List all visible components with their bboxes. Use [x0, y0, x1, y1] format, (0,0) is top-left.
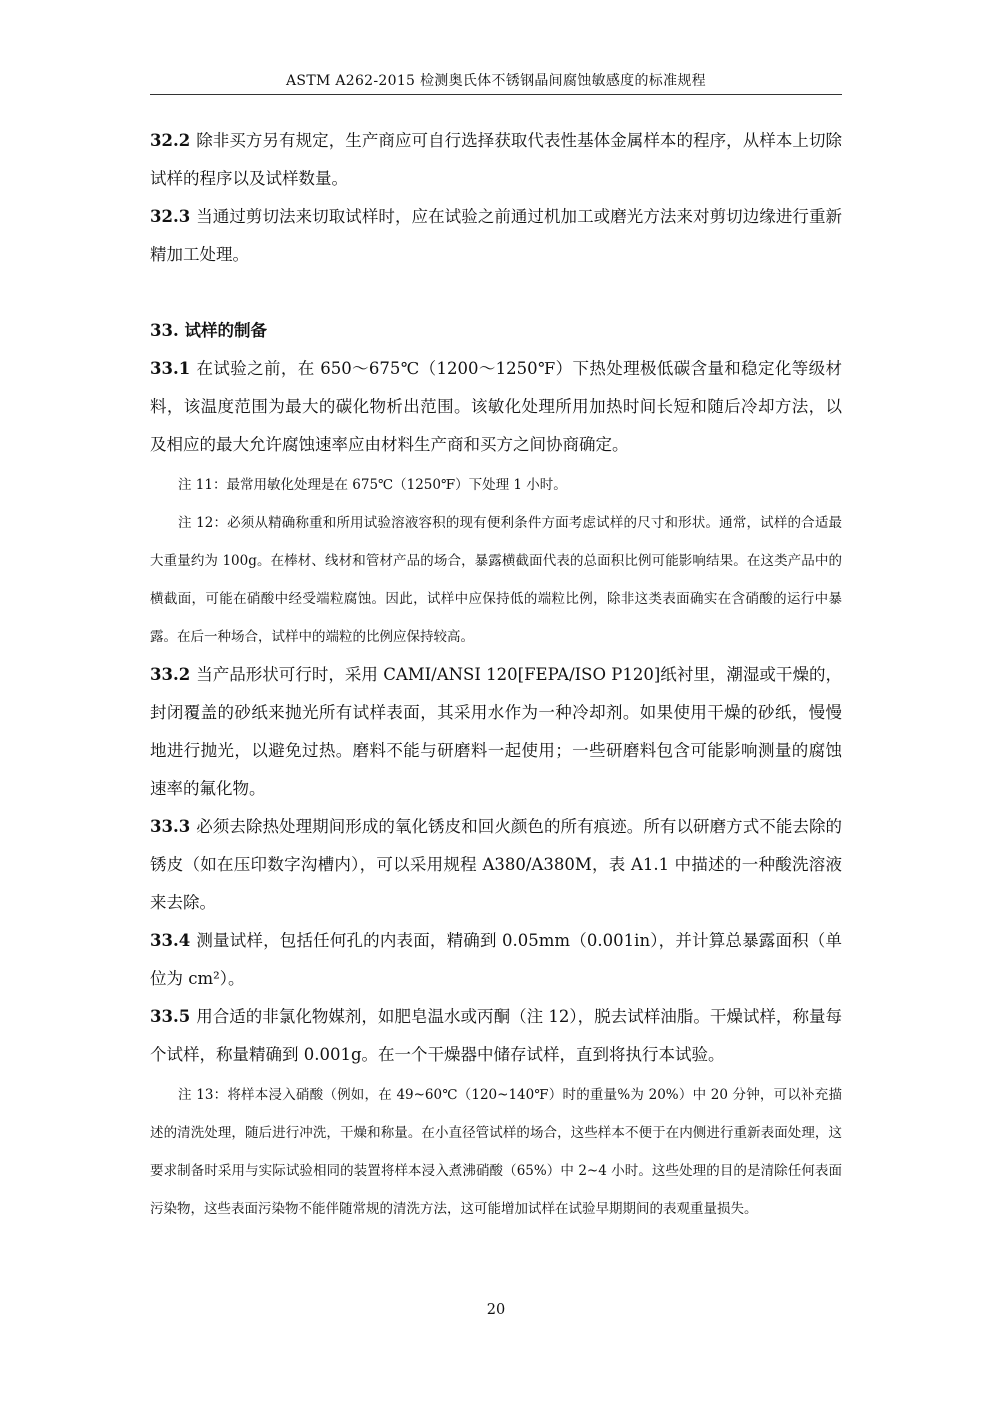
clause-text: 用合适的非氯化物媒剂，如肥皂温水或丙酮（注 12），脱去试样油脂。干燥试样，称量每个试样，称量精确到 0.001g。在一个干燥器中储存试样，直到将执行本试验。	[150, 1007, 842, 1064]
clause-number: 33.4	[150, 931, 191, 950]
clause-text: 当通过剪切法来切取试样时，应在试验之前通过机加工或磨光方法来对剪切边缘进行重新精加工处理。	[150, 207, 842, 264]
document-body	[150, 122, 842, 1228]
clause-text: 除非买方另有规定，生产商应可自行选择获取代表性基体金属样本的程序，从样本上切除试样的程序以及试样数量。	[150, 131, 842, 188]
clause-number: 33.1	[150, 359, 191, 378]
clause-number: 33.5	[150, 1007, 191, 1026]
paragraph-33-5	[150, 998, 842, 1074]
paragraph-33-1	[150, 350, 842, 464]
section-heading-33: 33. 试样的制备	[150, 321, 267, 340]
running-header: ASTM A262-2015 检测奥氏体不锈钢晶间腐蚀敏感度的标准规程	[286, 73, 706, 89]
clause-number: 33.3	[150, 817, 191, 836]
page-number: 20	[486, 1302, 506, 1318]
clause-text: 必须去除热处理期间形成的氧化锈皮和回火颜色的所有痕迹。所有以研磨方式不能去除的锈皮（如在压印数字沟槽内），可以采用规程 A380/A380M，表 A1.1 中描述的一种酸洗溶液来去除。	[150, 817, 842, 912]
paragraph-33-2	[150, 656, 842, 808]
clause-text: 当产品形状可行时，采用 CAMI/ANSI 120[FEPA/ISO P120]纸衬里，潮湿或干燥的，封闭覆盖的砂纸来抛光所有试样表面，其采用水作为一种冷却剂。如果使用干燥的砂纸，慢慢地进行抛光，以避免过热。磨料不能与研磨料一起使用；一些研磨料包含可能影响测量的腐蚀速率的氟化物。	[150, 665, 842, 798]
note-12: 注 12：必须从精确称重和所用试验溶液容积的现有便利条件方面考虑试样的尺寸和形状。通常，试样的合适最大重量约为 100g。在棒材、线材和管材产品的场合，暴露横截面代表的总面积比例可能影响结果。在这类产品中的横截面，可能在硝酸中经受端粒腐蚀。因此，试样中应保持低的端粒比例，除非这类表面确实在含硝酸的运行中暴露。在后一种场合，试样中的端粒的比例应保持较高。	[150, 515, 842, 645]
note-13: 注 13：将样本浸入硝酸（例如，在 49~60℃（120~140℉）时的重量%为 20%）中 20 分钟，可以补充描述的清洗处理，随后进行冲洗，干燥和称量。在小直径管试样的场合，这些样本不便于在内侧进行重新表面处理，这要求制备时采用与实际试验相同的装置将样本浸入煮沸硝酸（65%）中 2~4 小时。这些处理的目的是清除任何表面污染物，这些表面污染物不能伴随常规的清洗方法，这可能增加试样在试验早期期间的表观重量损失。	[150, 1087, 842, 1217]
clause-text: 在试验之前，在 650～675℃（1200～1250℉）下热处理极低碳含量和稳定化等级材料，该温度范围为最大的碳化物析出范围。该敏化处理所用加热时间长短和随后冷却方法，以及相应的最大允许腐蚀速率应由材料生产商和买方之间协商确定。	[150, 359, 842, 454]
paragraph-32-3	[150, 198, 842, 274]
clause-text: 测量试样，包括任何孔的内表面，精确到 0.05mm（0.001in），并计算总暴露面积（单位为 cm²）。	[150, 931, 842, 988]
paragraph-33-3	[150, 808, 842, 922]
clause-number: 33.2	[150, 665, 191, 684]
paragraph-32-2	[150, 122, 842, 198]
clause-number: 32.3	[150, 207, 191, 226]
note-11: 注 11：最常用敏化处理是在 675℃（1250℉）下处理 1 小时。	[178, 477, 567, 493]
clause-number: 32.2	[150, 131, 191, 150]
header-rule	[150, 94, 842, 95]
paragraph-33-4	[150, 922, 842, 998]
